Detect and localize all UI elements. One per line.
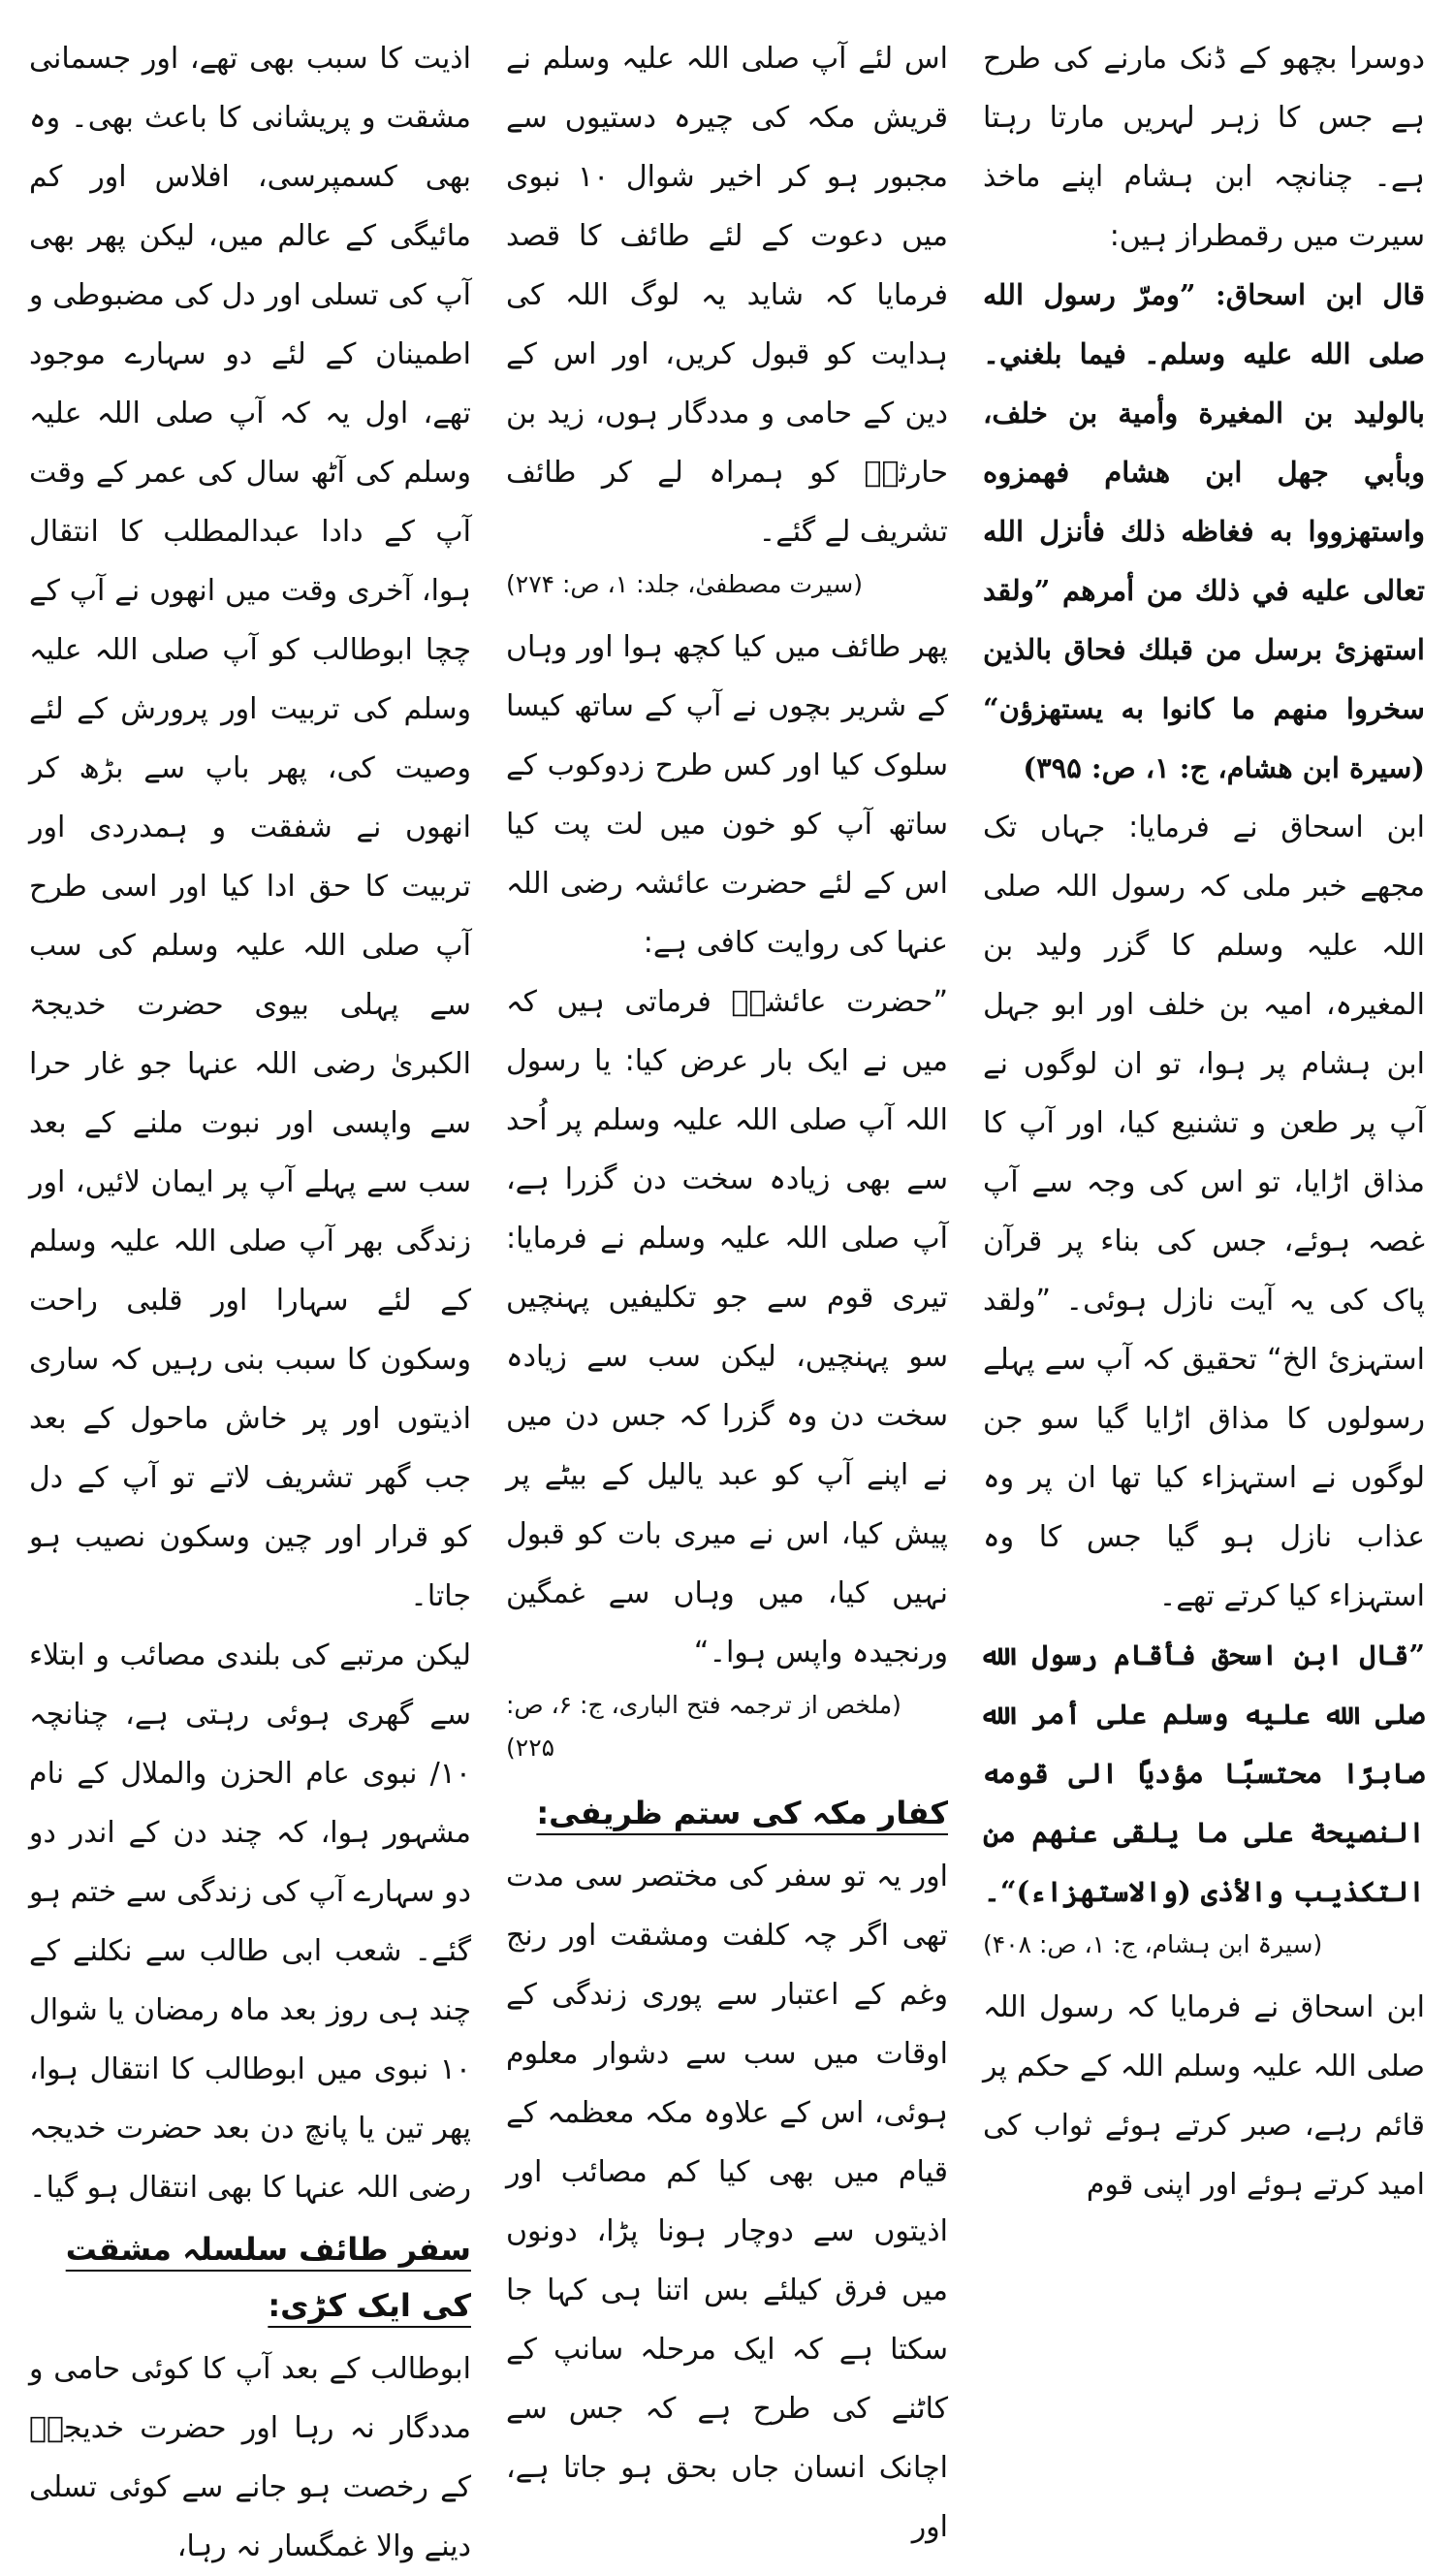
body-paragraph: ”حضرت عائشہؓ فرماتی ہیں کہ میں نے ایک بار عرض کیا: یا رسول اللہ آپ صلی اللہ علیہ وسلم پر اُحد سے بھی زیادہ سخت دن گزرا ہے، آپ صلی اللہ علیہ وسلم نے فرمایا: تیری قوم سے جو تکلیفیں پہنچیں سو پہنچیں، لیکن سب سے زیادہ سخت دن وہ گزرا کہ جس دن میں نے اپنے آپ کو عبد یالیل کے بیٹے پر پیش کیا، اس نے میری بات کو قبول نہیں کیا، میں وہاں سے غمگین ورنجیدہ واپس ہوا۔“	[506, 985, 948, 1670]
citation-reference: (ملخص از ترجمہ فتح الباری، ج: ۶، ص: ۲۲۵)	[506, 1691, 901, 1762]
body-paragraph: اس لئے آپ صلی اللہ علیہ وسلم نے قریش مکہ کی چیرہ دستیوں سے مجبور ہو کر اخیر شوال ۱۰ نبوی میں دعوت کے لئے طائف کا قصد فرمایا کہ شاید یہ لوگ اللہ کی ہدایت کو قبول کریں، اور اس کے دین کے حامی و مددگار ہوں، زید بن حارثہؓ کو ہمراہ لے کر طائف تشریف لے گئے۔	[506, 42, 948, 549]
body-paragraph: لیکن مرتبے کی بلندی مصائب و ابتلاء سے گھری ہوئی رہتی ہے، چنانچہ ۱۰/ نبوی عام الحزن والملال کے نام مشہور ہوا، کہ چند دن کے اندر دو دو سہارے آپ کی زندگی سے ختم ہو گئے۔ شعب ابی طالب سے نکلنے کے چند ہی روز بعد ماہ رمضان یا شوال ۱۰ نبوی میں ابوطالب کا انتقال ہوا، پھر تین یا پانچ دن بعد حضرت خدیجہ رضی اللہ عنہا کا بھی انتقال ہو گیا۔	[29, 1638, 471, 2205]
section-heading: کفار مکہ کی ستم ظریفی:	[536, 1795, 948, 1831]
body-paragraph: دوسرا بچھو کے ڈنک مارنے کی طرح ہے جس کا زہر لہریں مارتا رہتا ہے۔ چنانچہ ابن ہشام اپنے ماخذ سیرت میں رقمطراز ہیں:	[983, 42, 1425, 253]
arabic-quote-paragraph: ”قال ابن اسحق فأقام رسول الله صلى الله عليه وسلم على أمر الله صابرًا محتسبًا مؤديًا الى قومه النصيحة على ما يلقى عنهم من التكذيب والأذى (والاستهزاء)“۔	[983, 1638, 1425, 1908]
body-paragraph: اذیت کا سبب بھی تھے، اور جسمانی مشقت و پریشانی کا باعث بھی۔ وہ بھی کسمپرسی، افلاس اور کم مائیگی کے عالم میں، لیکن پھر بھی آپ کی تسلی اور دل کی مضبوطی و اطمینان کے لئے دو سہارے موجود تھے، اول یہ کہ آپ صلی اللہ علیہ وسلم کی آٹھ سال کی عمر کے وقت آپ کے دادا عبدالمطلب کا انتقال ہوا، آخری وقت میں انھوں نے آپ کے چچا ابوطالب کو آپ صلی اللہ علیہ وسلم کی تربیت اور پرورش کے لئے وصیت کی، پھر باپ سے بڑھ کر انھوں نے شفقت و ہمدردی اور تربیت کا حق ادا کیا اور اسی طرح آپ صلی اللہ علیہ وسلم کی سب سے پہلی بیوی حضرت خدیجۃ الکبریٰ رضی اللہ عنہا جو غار حرا سے واپسی اور نبوت ملنے کے بعد سب سے پہلے آپ پر ایمان لائیں، اور زندگی بھر آپ صلی اللہ علیہ وسلم کے لئے سہارا اور قلبی راحت وسکون کا سبب بنی رہیں کہ ساری اذیتوں اور پر خاش ماحول کے بعد جب گھر تشریف لاتے تو آپ کے دل کو قرار اور چین وسکون نصیب ہو جاتا۔	[29, 42, 471, 1613]
document-page	[29, 29, 1425, 2563]
column-right	[29, 29, 471, 2563]
column-middle	[506, 29, 948, 2544]
body-paragraph: اور یہ تو سفر کی مختصر سی مدت تھی اگر چہ کلفت ومشقت اور رنج وغم کے اعتبار سے پوری زندگی کے اوقات میں سب سے دشوار معلوم ہوئی، اس کے علاوہ مکہ معظمہ کے قیام میں بھی کیا کم مصائب اور اذیتوں سے دوچار ہونا پڑا، دونوں میں فرق کیلئے بس اتنا ہی کہا جا سکتا ہے کہ ایک مرحلہ سانپ کے کاٹنے کی طرح ہے کہ جس سے اچانک انسان جاں بحق ہو جاتا ہے، اور	[506, 1860, 948, 2544]
body-paragraph: ابن اسحاق نے فرمایا کہ رسول اللہ صلی اللہ علیہ وسلم اللہ کے حکم پر قائم رہے، صبر کرتے ہوئے ثواب کی امید کرتے ہوئے اور اپنی قوم	[983, 1990, 1425, 2202]
section-heading: سفر طائف سلسلہ مشقت کی ایک کڑی:	[65, 2231, 471, 2324]
citation-reference: (سیرت مصطفیٰ، جلد: ۱، ص: ۲۷۴)	[506, 570, 863, 598]
body-paragraph: ابوطالب کے بعد آپ کا کوئی حامی و مددگار نہ رہا اور حضرت خدیجہؓ کے رخصت ہو جانے سے کوئی تسلی دینے والا غمگسار نہ رہا،	[29, 2352, 471, 2563]
arabic-quote-paragraph: قال ابن اسحاق: ”ومرّ رسول الله صلى الله عليه وسلم۔ فيما بلغني۔ بالوليد بن المغيرة وأمية بن خلف، وبأبي جهل ابن هشام فهمزوه واستهزووا به فغاظه ذلك فأنزل الله تعالى عليه في ذلك من أمرهم ”ولقد استهزئ برسل من قبلك فحاق بالذين سخروا منهم ما كانوا به يستهزؤن“ (سيرة ابن هشام، ج: ۱، ص: ۳۹۵)	[983, 278, 1425, 784]
citation-reference: (سیرۃ ابن ہشام، ج: ۱، ص: ۴۰۸)	[983, 1930, 1323, 1958]
column-left	[983, 29, 1425, 2202]
body-paragraph: پھر طائف میں کیا کچھ ہوا اور وہاں کے شریر بچوں نے آپ کے ساتھ کیسا سلوک کیا اور کس طرح زدوکوب کے ساتھ آپ کو خون میں لت پت کیا اس کے لئے حضرت عائشہ رضی اللہ عنہا کی روایت کافی ہے:	[506, 630, 948, 960]
body-paragraph: ابن اسحاق نے فرمایا: جہاں تک مجھے خبر ملی کہ رسول اللہ صلی اللہ علیہ وسلم کا گزر ولید بن المغیرہ، امیہ بن خلف اور ابو جہل ابن ہشام پر ہوا، تو ان لوگوں نے آپ پر طعن و تشنیع کیا، اور آپ کا مذاق اڑایا، تو اس کی وجہ سے آپ غصہ ہوئے، جس کی بناء پر قرآن پاک کی یہ آیت نازل ہوئی۔ ”ولقد استہزیٔ الخ“ تحقیق کہ آپ سے پہلے رسولوں کا مذاق اڑایا گیا سو جن لوگوں نے استہزاء کیا تھا ان پر وہ عذاب نازل ہو گیا جس کا وہ استہزاء کیا کرتے تھے۔	[983, 811, 1425, 1613]
